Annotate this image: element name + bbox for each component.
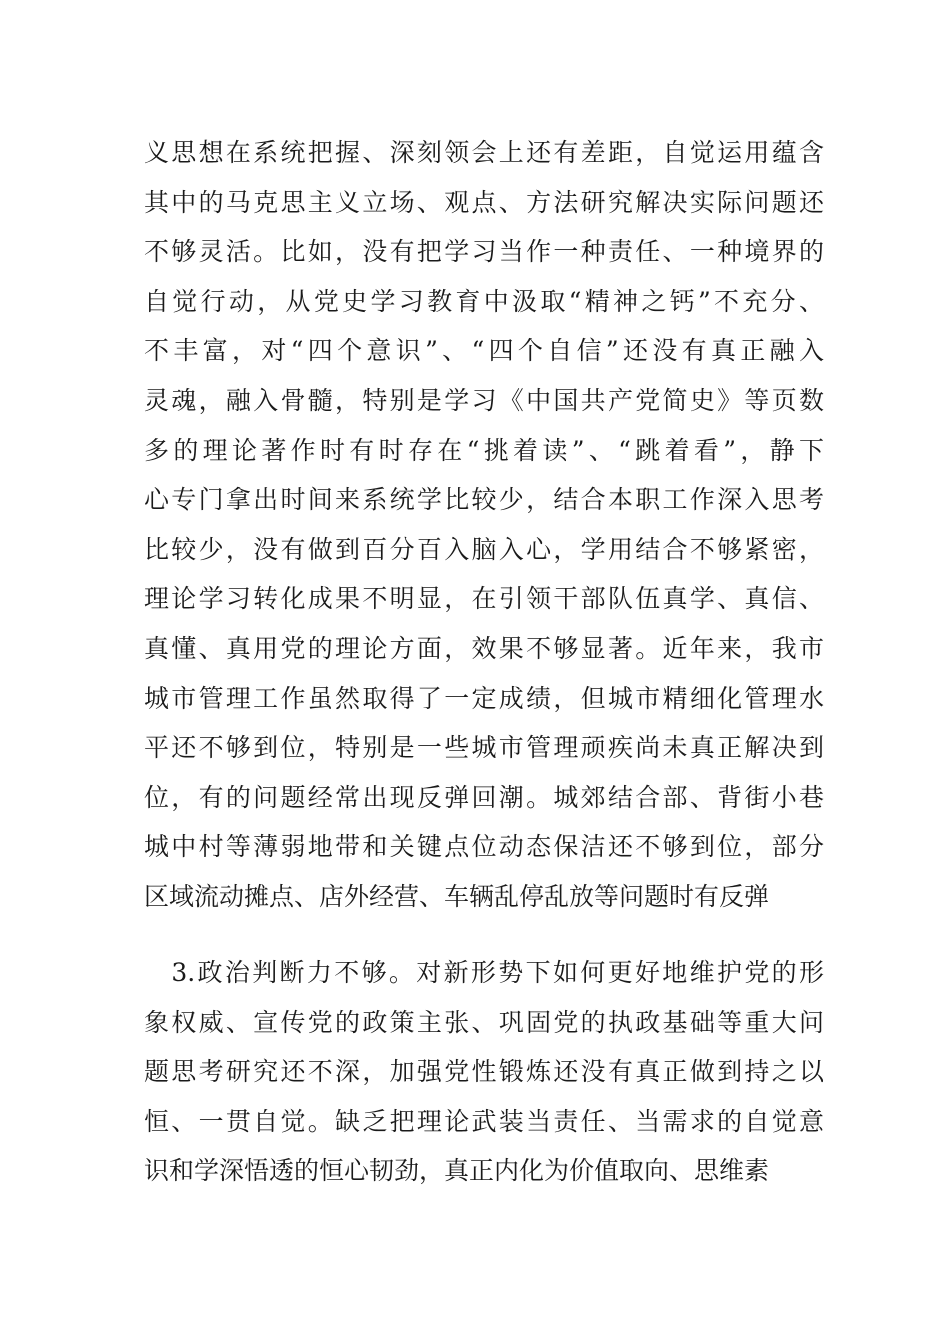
text-line: 平还不够到位，特别是一些城市管理顽疾尚未真正解决到 [144, 733, 824, 763]
text-line: 不丰富，对“四个意识”、“四个自信”还没有真正融入 [144, 336, 824, 366]
text-line: 象权威、宣传党的政策主张、巩固党的执政基础等重大问 [144, 1007, 824, 1037]
text-line: 区域流动摊点、店外经营、车辆乱停乱放等问题时有反弹 [144, 881, 770, 911]
text-line: 理论学习转化成果不明显，在引领干部队伍真学、真信、 [144, 584, 824, 614]
text-line: 其中的马克思主义立场、观点、方法研究解决实际问题还 [144, 187, 824, 217]
text-line: 真懂、真用党的理论方面，效果不够显著。近年来，我市 [144, 633, 824, 663]
body-paragraph-2 [144, 948, 824, 1196]
text-line: 城中村等薄弱地带和关键点位动态保洁还不够到位，部分 [144, 832, 824, 862]
text-line: 城市管理工作虽然取得了一定成绩，但城市精细化管理水 [144, 683, 824, 713]
text-line: 心专门拿出时间来系统学比较少，结合本职工作深入思考 [144, 485, 824, 515]
text-line: 3.政治判断力不够。对新形势下如何更好地维护党的形 [144, 958, 824, 987]
text-line: 义思想在系统把握、深刻领会上还有差距，自觉运用蕴含 [144, 138, 824, 167]
text-line: 自觉行动，从党史学习教育中汲取“精神之钙”不充分、 [144, 286, 824, 316]
text-line: 识和学深悟透的恒心韧劲，真正内化为价值取向、思维素 [144, 1156, 770, 1186]
text-line: 多的理论著作时有时存在“挑着读”、“跳着看”，静下 [144, 435, 824, 465]
text-line: 题思考研究还不深，加强党性锻炼还没有真正做到持之以 [144, 1057, 824, 1087]
text-line: 恒、一贯自觉。缺乏把理论武装当责任、当需求的自觉意 [144, 1106, 824, 1136]
text-line: 灵魂，融入骨髓，特别是学习《中国共产党简史》等页数 [144, 385, 824, 415]
text-line: 位，有的问题经常出现反弹回潮。城郊结合部、背街小巷 [144, 782, 824, 812]
text-line: 不够灵活。比如，没有把学习当作一种责任、一种境界的 [144, 237, 824, 267]
body-paragraph-1 [144, 128, 824, 922]
text-line: 比较少，没有做到百分百入脑入心，学用结合不够紧密， [144, 534, 824, 564]
